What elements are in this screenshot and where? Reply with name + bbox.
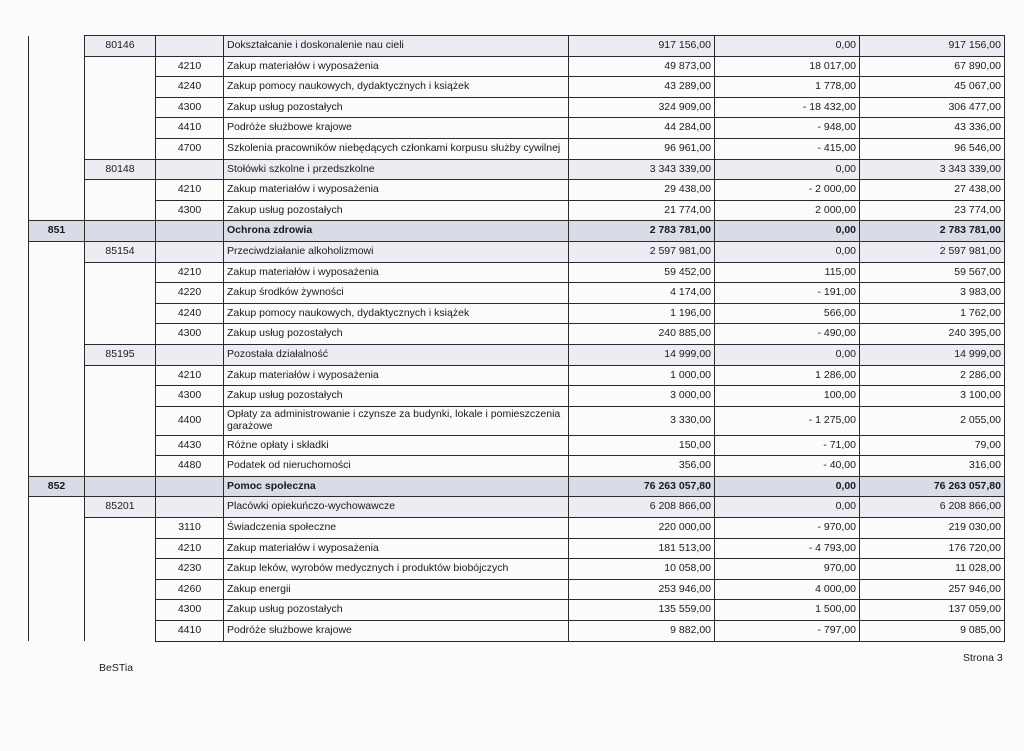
plan-amount-cell: 29 438,00 bbox=[569, 180, 715, 201]
plan-amount-cell: 135 559,00 bbox=[569, 600, 715, 621]
dzial-cell bbox=[29, 559, 85, 580]
dzial-cell bbox=[29, 579, 85, 600]
budget-table bbox=[28, 35, 1005, 642]
amount-after-change-cell: 917 156,00 bbox=[860, 36, 1005, 57]
plan-amount-cell: 96 961,00 bbox=[569, 138, 715, 159]
paragraf-cell: 4210 bbox=[156, 180, 224, 201]
rozdzial-cell: 85195 bbox=[85, 344, 156, 365]
description-cell: Zakup energii bbox=[224, 579, 569, 600]
rozdzial-cell: 80148 bbox=[85, 159, 156, 180]
rozdzial-cell bbox=[85, 77, 156, 98]
dzial-cell: 852 bbox=[29, 476, 85, 497]
dzial-cell bbox=[29, 600, 85, 621]
amount-after-change-cell: 176 720,00 bbox=[860, 538, 1005, 559]
amount-after-change-cell: 257 946,00 bbox=[860, 579, 1005, 600]
amount-after-change-cell: 1 762,00 bbox=[860, 303, 1005, 324]
plan-amount-cell: 3 330,00 bbox=[569, 406, 715, 435]
paragraf-cell: 4300 bbox=[156, 324, 224, 345]
change-amount-cell: 0,00 bbox=[715, 159, 860, 180]
paragraf-cell: 4210 bbox=[156, 262, 224, 283]
dzial-cell bbox=[29, 456, 85, 477]
amount-after-change-cell: 2 597 981,00 bbox=[860, 241, 1005, 262]
plan-amount-cell: 9 882,00 bbox=[569, 621, 715, 642]
table-row bbox=[29, 621, 1005, 642]
plan-amount-cell: 2 783 781,00 bbox=[569, 221, 715, 242]
paragraf-cell: 4220 bbox=[156, 283, 224, 304]
description-cell: Zakup usług pozostałych bbox=[224, 386, 569, 407]
description-cell: Pozostała działalność bbox=[224, 344, 569, 365]
change-amount-cell: - 1 275,00 bbox=[715, 406, 860, 435]
dzial-cell bbox=[29, 56, 85, 77]
plan-amount-cell: 10 058,00 bbox=[569, 559, 715, 580]
change-amount-cell: - 191,00 bbox=[715, 283, 860, 304]
rozdzial-cell bbox=[85, 518, 156, 539]
rozdzial-cell bbox=[85, 180, 156, 201]
paragraf-cell: 4480 bbox=[156, 456, 224, 477]
dzial-cell bbox=[29, 97, 85, 118]
rozdzial-cell bbox=[85, 56, 156, 77]
description-cell: Przeciwdziałanie alkoholizmowi bbox=[224, 241, 569, 262]
description-cell: Szkolenia pracowników niebędących członkami korpusu służby cywilnej bbox=[224, 138, 569, 159]
rozdzial-cell bbox=[85, 303, 156, 324]
paragraf-cell: 4240 bbox=[156, 77, 224, 98]
description-cell: Placówki opiekuńczo-wychowawcze bbox=[224, 497, 569, 518]
table-row bbox=[29, 559, 1005, 580]
table-row bbox=[29, 365, 1005, 386]
dzial-cell bbox=[29, 435, 85, 456]
table-row bbox=[29, 538, 1005, 559]
change-amount-cell: 115,00 bbox=[715, 262, 860, 283]
rozdzial-cell: 85154 bbox=[85, 241, 156, 262]
dzial-cell bbox=[29, 36, 85, 57]
rozdzial-cell bbox=[85, 118, 156, 139]
plan-amount-cell: 76 263 057,80 bbox=[569, 476, 715, 497]
chapter-row bbox=[29, 241, 1005, 262]
change-amount-cell: 0,00 bbox=[715, 476, 860, 497]
rozdzial-cell: 85201 bbox=[85, 497, 156, 518]
paragraf-cell bbox=[156, 344, 224, 365]
amount-after-change-cell: 23 774,00 bbox=[860, 200, 1005, 221]
change-amount-cell: 0,00 bbox=[715, 344, 860, 365]
plan-amount-cell: 4 174,00 bbox=[569, 283, 715, 304]
description-cell: Zakup materiałów i wyposażenia bbox=[224, 180, 569, 201]
plan-amount-cell: 21 774,00 bbox=[569, 200, 715, 221]
rozdzial-cell bbox=[85, 97, 156, 118]
dzial-cell bbox=[29, 344, 85, 365]
plan-amount-cell: 240 885,00 bbox=[569, 324, 715, 345]
change-amount-cell: 1 286,00 bbox=[715, 365, 860, 386]
change-amount-cell: - 71,00 bbox=[715, 435, 860, 456]
plan-amount-cell: 220 000,00 bbox=[569, 518, 715, 539]
description-cell: Ochrona zdrowia bbox=[224, 221, 569, 242]
change-amount-cell: 18 017,00 bbox=[715, 56, 860, 77]
plan-amount-cell: 1 000,00 bbox=[569, 365, 715, 386]
plan-amount-cell: 3 343 339,00 bbox=[569, 159, 715, 180]
paragraf-cell: 4240 bbox=[156, 303, 224, 324]
plan-amount-cell: 181 513,00 bbox=[569, 538, 715, 559]
dzial-cell bbox=[29, 283, 85, 304]
paragraf-cell: 4210 bbox=[156, 56, 224, 77]
dzial-cell bbox=[29, 262, 85, 283]
rozdzial-cell bbox=[85, 538, 156, 559]
plan-amount-cell: 43 289,00 bbox=[569, 77, 715, 98]
table-row bbox=[29, 435, 1005, 456]
change-amount-cell: - 797,00 bbox=[715, 621, 860, 642]
dzial-cell bbox=[29, 406, 85, 435]
dzial-cell bbox=[29, 386, 85, 407]
rozdzial-cell bbox=[85, 386, 156, 407]
dzial-cell bbox=[29, 303, 85, 324]
rozdzial-cell bbox=[85, 579, 156, 600]
change-amount-cell: 1 778,00 bbox=[715, 77, 860, 98]
change-amount-cell: - 18 432,00 bbox=[715, 97, 860, 118]
table-row bbox=[29, 456, 1005, 477]
rozdzial-cell bbox=[85, 365, 156, 386]
paragraf-cell: 4300 bbox=[156, 600, 224, 621]
change-amount-cell: 2 000,00 bbox=[715, 200, 860, 221]
footer-page-number: Strona 3 bbox=[963, 652, 1003, 664]
paragraf-cell: 4210 bbox=[156, 538, 224, 559]
amount-after-change-cell: 11 028,00 bbox=[860, 559, 1005, 580]
paragraf-cell bbox=[156, 36, 224, 57]
change-amount-cell: - 2 000,00 bbox=[715, 180, 860, 201]
description-cell: Zakup usług pozostałych bbox=[224, 324, 569, 345]
description-cell: Zakup środków żywności bbox=[224, 283, 569, 304]
amount-after-change-cell: 316,00 bbox=[860, 456, 1005, 477]
description-cell: Dokształcanie i doskonalenie nau cieli bbox=[224, 36, 569, 57]
plan-amount-cell: 44 284,00 bbox=[569, 118, 715, 139]
description-cell: Podróże służbowe krajowe bbox=[224, 621, 569, 642]
paragraf-cell bbox=[156, 476, 224, 497]
footer-software-name: BeSTia bbox=[99, 662, 134, 674]
rozdzial-cell bbox=[85, 283, 156, 304]
dzial-cell bbox=[29, 324, 85, 345]
paragraf-cell bbox=[156, 241, 224, 262]
paragraf-cell bbox=[156, 221, 224, 242]
budget-table-wrap bbox=[28, 35, 1005, 642]
change-amount-cell: - 40,00 bbox=[715, 456, 860, 477]
description-cell: Świadczenia społeczne bbox=[224, 518, 569, 539]
chapter-row bbox=[29, 159, 1005, 180]
plan-amount-cell: 3 000,00 bbox=[569, 386, 715, 407]
description-cell: Zakup pomocy naukowych, dydaktycznych i książek bbox=[224, 303, 569, 324]
dzial-cell bbox=[29, 497, 85, 518]
amount-after-change-cell: 6 208 866,00 bbox=[860, 497, 1005, 518]
plan-amount-cell: 6 208 866,00 bbox=[569, 497, 715, 518]
description-cell: Zakup materiałów i wyposażenia bbox=[224, 538, 569, 559]
change-amount-cell: - 948,00 bbox=[715, 118, 860, 139]
change-amount-cell: 100,00 bbox=[715, 386, 860, 407]
description-cell: Podatek od nieruchomości bbox=[224, 456, 569, 477]
paragraf-cell: 4210 bbox=[156, 365, 224, 386]
change-amount-cell: 0,00 bbox=[715, 36, 860, 57]
amount-after-change-cell: 306 477,00 bbox=[860, 97, 1005, 118]
table-row bbox=[29, 118, 1005, 139]
amount-after-change-cell: 9 085,00 bbox=[860, 621, 1005, 642]
change-amount-cell: 0,00 bbox=[715, 221, 860, 242]
amount-after-change-cell: 2 286,00 bbox=[860, 365, 1005, 386]
change-amount-cell: 0,00 bbox=[715, 497, 860, 518]
amount-after-change-cell: 59 567,00 bbox=[860, 262, 1005, 283]
amount-after-change-cell: 67 890,00 bbox=[860, 56, 1005, 77]
table-row bbox=[29, 518, 1005, 539]
amount-after-change-cell: 3 983,00 bbox=[860, 283, 1005, 304]
chapter-row bbox=[29, 497, 1005, 518]
dzial-cell bbox=[29, 180, 85, 201]
rozdzial-cell bbox=[85, 456, 156, 477]
description-cell: Zakup materiałów i wyposażenia bbox=[224, 262, 569, 283]
rozdzial-cell bbox=[85, 476, 156, 497]
rozdzial-cell bbox=[85, 600, 156, 621]
dzial-cell bbox=[29, 138, 85, 159]
rozdzial-cell bbox=[85, 559, 156, 580]
description-cell: Opłaty za administrowanie i czynsze za budynki, lokale i pomieszczenia garażowe bbox=[224, 406, 569, 435]
description-cell: Zakup usług pozostałych bbox=[224, 600, 569, 621]
plan-amount-cell: 49 873,00 bbox=[569, 56, 715, 77]
rozdzial-cell bbox=[85, 435, 156, 456]
amount-after-change-cell: 219 030,00 bbox=[860, 518, 1005, 539]
plan-amount-cell: 1 196,00 bbox=[569, 303, 715, 324]
description-cell: Zakup leków, wyrobów medycznych i produktów biobójczych bbox=[224, 559, 569, 580]
table-row bbox=[29, 324, 1005, 345]
description-cell: Zakup materiałów i wyposażenia bbox=[224, 56, 569, 77]
table-row bbox=[29, 97, 1005, 118]
change-amount-cell: 1 500,00 bbox=[715, 600, 860, 621]
amount-after-change-cell: 137 059,00 bbox=[860, 600, 1005, 621]
paragraf-cell: 4300 bbox=[156, 97, 224, 118]
table-row bbox=[29, 406, 1005, 435]
change-amount-cell: 4 000,00 bbox=[715, 579, 860, 600]
plan-amount-cell: 324 909,00 bbox=[569, 97, 715, 118]
dzial-cell bbox=[29, 365, 85, 386]
amount-after-change-cell: 3 100,00 bbox=[860, 386, 1005, 407]
table-row bbox=[29, 262, 1005, 283]
paragraf-cell: 3110 bbox=[156, 518, 224, 539]
rozdzial-cell bbox=[85, 221, 156, 242]
description-cell: Stołówki szkolne i przedszkolne bbox=[224, 159, 569, 180]
change-amount-cell: 0,00 bbox=[715, 241, 860, 262]
table-row bbox=[29, 303, 1005, 324]
section-row bbox=[29, 476, 1005, 497]
description-cell: Zakup usług pozostałych bbox=[224, 97, 569, 118]
paragraf-cell: 4300 bbox=[156, 386, 224, 407]
change-amount-cell: - 415,00 bbox=[715, 138, 860, 159]
rozdzial-cell bbox=[85, 200, 156, 221]
description-cell: Zakup pomocy naukowych, dydaktycznych i książek bbox=[224, 77, 569, 98]
table-row bbox=[29, 180, 1005, 201]
description-cell: Zakup materiałów i wyposażenia bbox=[224, 365, 569, 386]
dzial-cell bbox=[29, 241, 85, 262]
chapter-row bbox=[29, 344, 1005, 365]
table-row bbox=[29, 138, 1005, 159]
change-amount-cell: 970,00 bbox=[715, 559, 860, 580]
change-amount-cell: 566,00 bbox=[715, 303, 860, 324]
rozdzial-cell bbox=[85, 406, 156, 435]
paragraf-cell: 4230 bbox=[156, 559, 224, 580]
amount-after-change-cell: 2 783 781,00 bbox=[860, 221, 1005, 242]
plan-amount-cell: 2 597 981,00 bbox=[569, 241, 715, 262]
dzial-cell bbox=[29, 159, 85, 180]
plan-amount-cell: 356,00 bbox=[569, 456, 715, 477]
description-cell: Różne opłaty i składki bbox=[224, 435, 569, 456]
rozdzial-cell bbox=[85, 621, 156, 642]
change-amount-cell: - 970,00 bbox=[715, 518, 860, 539]
description-cell: Pomoc społeczna bbox=[224, 476, 569, 497]
dzial-cell bbox=[29, 538, 85, 559]
dzial-cell bbox=[29, 77, 85, 98]
paragraf-cell: 4300 bbox=[156, 200, 224, 221]
plan-amount-cell: 59 452,00 bbox=[569, 262, 715, 283]
amount-after-change-cell: 240 395,00 bbox=[860, 324, 1005, 345]
paragraf-cell: 4410 bbox=[156, 118, 224, 139]
section-row bbox=[29, 221, 1005, 242]
table-row bbox=[29, 200, 1005, 221]
plan-amount-cell: 917 156,00 bbox=[569, 36, 715, 57]
paragraf-cell: 4430 bbox=[156, 435, 224, 456]
table-row bbox=[29, 77, 1005, 98]
amount-after-change-cell: 2 055,00 bbox=[860, 406, 1005, 435]
dzial-cell: 851 bbox=[29, 221, 85, 242]
dzial-cell bbox=[29, 118, 85, 139]
table-row bbox=[29, 386, 1005, 407]
plan-amount-cell: 253 946,00 bbox=[569, 579, 715, 600]
plan-amount-cell: 150,00 bbox=[569, 435, 715, 456]
paragraf-cell: 4260 bbox=[156, 579, 224, 600]
dzial-cell bbox=[29, 200, 85, 221]
budget-table-body bbox=[29, 36, 1005, 642]
paragraf-cell bbox=[156, 497, 224, 518]
paragraf-cell bbox=[156, 159, 224, 180]
table-row bbox=[29, 56, 1005, 77]
table-row bbox=[29, 283, 1005, 304]
dzial-cell bbox=[29, 518, 85, 539]
plan-amount-cell: 14 999,00 bbox=[569, 344, 715, 365]
amount-after-change-cell: 43 336,00 bbox=[860, 118, 1005, 139]
paragraf-cell: 4400 bbox=[156, 406, 224, 435]
amount-after-change-cell: 14 999,00 bbox=[860, 344, 1005, 365]
amount-after-change-cell: 79,00 bbox=[860, 435, 1005, 456]
change-amount-cell: - 4 793,00 bbox=[715, 538, 860, 559]
change-amount-cell: - 490,00 bbox=[715, 324, 860, 345]
rozdzial-cell: 80146 bbox=[85, 36, 156, 57]
rozdzial-cell bbox=[85, 262, 156, 283]
dzial-cell bbox=[29, 621, 85, 642]
rozdzial-cell bbox=[85, 324, 156, 345]
paragraf-cell: 4700 bbox=[156, 138, 224, 159]
amount-after-change-cell: 3 343 339,00 bbox=[860, 159, 1005, 180]
amount-after-change-cell: 45 067,00 bbox=[860, 77, 1005, 98]
table-row bbox=[29, 579, 1005, 600]
chapter-row bbox=[29, 36, 1005, 57]
description-cell: Zakup usług pozostałych bbox=[224, 200, 569, 221]
amount-after-change-cell: 96 546,00 bbox=[860, 138, 1005, 159]
description-cell: Podróże służbowe krajowe bbox=[224, 118, 569, 139]
amount-after-change-cell: 27 438,00 bbox=[860, 180, 1005, 201]
table-row bbox=[29, 600, 1005, 621]
amount-after-change-cell: 76 263 057,80 bbox=[860, 476, 1005, 497]
paragraf-cell: 4410 bbox=[156, 621, 224, 642]
rozdzial-cell bbox=[85, 138, 156, 159]
